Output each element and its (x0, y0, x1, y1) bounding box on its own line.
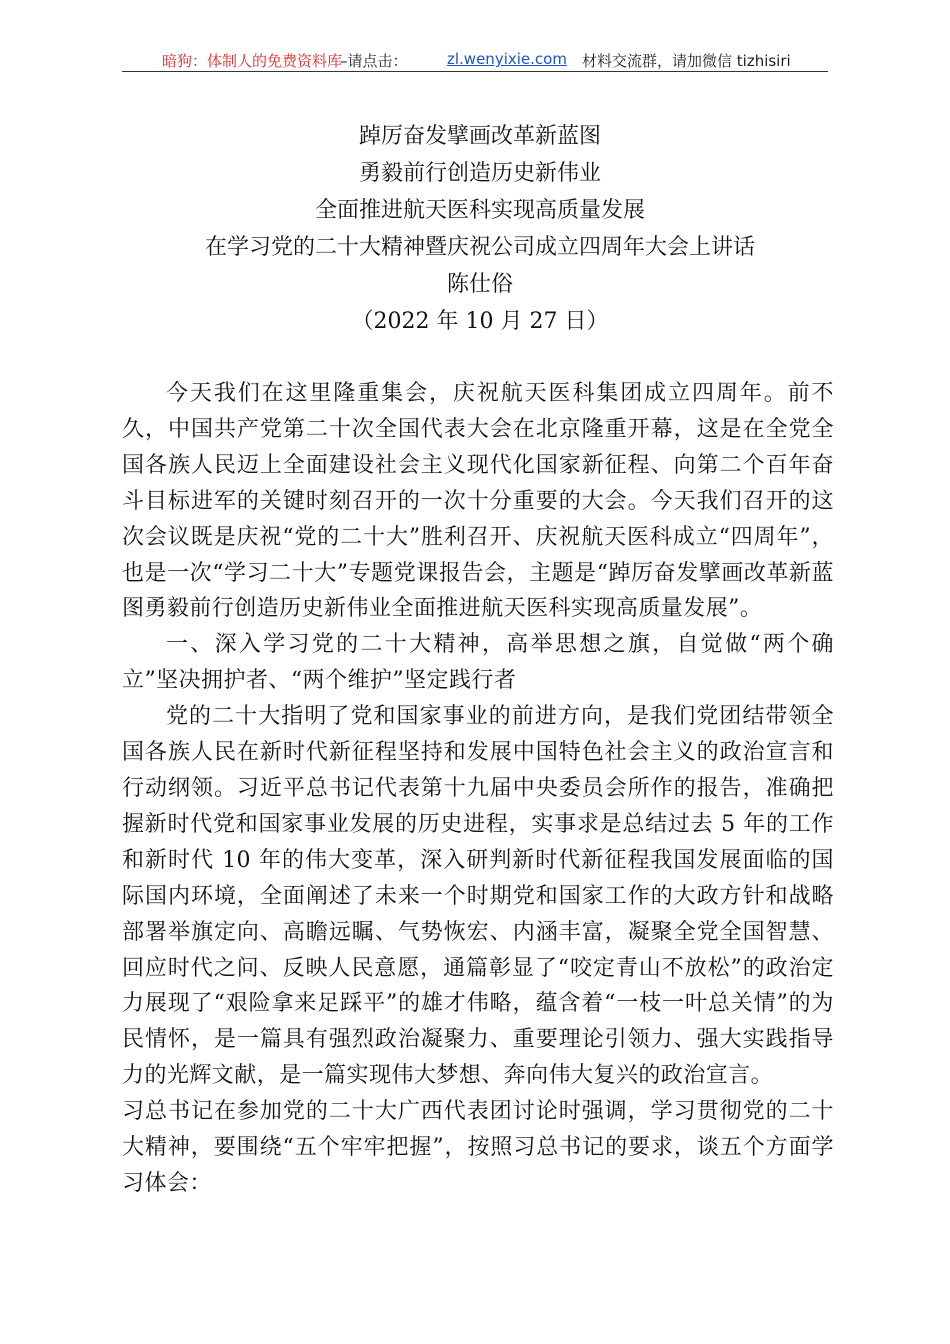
section-heading-1: 一、深入学习党的二十大精神，高举思想之旗，自觉做“两个确立”坚决拥护者、“两个维护”坚定践行者 (122, 632, 834, 694)
header-cta: –请点击： (340, 52, 408, 70)
header-brand: 暗狗：体制人的免费资料库 (162, 52, 343, 70)
header-divider (122, 71, 828, 72)
paragraph-2: 党的二十大指明了党和国家事业的前进方向，是我们党团结带领全国各族人民在新时代新征程坚持和发展中国特色社会主义的政治宣言和行动纲领。习近平总书记代表第十九届中央委员会所作的报告，准确把握新时代党和国家事业发展的历史进程，实事求是总结过去 5 年的工作和新时代 10 年的伟大变革，深入研判新时代新征程我国发展面临的国际国内环境，全面阐述了未来一个时期党和国家工作的大政方针和战略部署举旗定向、高瞻远瞩、气势恢宏、内涵丰富，凝聚全党全国智慧、回应时代之问、反映人民意愿，通篇彰显了“咬定青山不放松”的政治定力展现了“艰险拿来足踩平”的雄才伟略，蕴含着“一枝一叶总关情”的为民情怀，是一篇具有强烈政治凝聚力、重要理论引领力、强大实践指导力的光辉文献，是一篇实现伟大梦想、奔向伟大复兴的政治宣言。 (122, 704, 834, 1089)
header-link[interactable]: zl.wenyixie.com (447, 50, 567, 68)
paragraph-intro: 今天我们在这里隆重集会，庆祝航天医科集团成立四周年。前不久，中国共产党第二十次全国代表大会在北京隆重开幕，这是在全党全国各族人民迈上全面建设社会主义现代化国家新征程、向第二个百年奋斗目标进军的关键时刻召开的一次十分重要的大会。今天我们召开的这次会议既是庆祝“党的二十大”胜利召开、庆祝航天医科成立“四周年”，也是一次“学习二十大”专题党课报告会，主题是“踔厉奋发擘画改革新蓝图勇毅前行创造历史新伟业全面推进航天医科实现高质量发展”。 (122, 381, 834, 622)
title-line-3: 全面推进航天医科实现高质量发展 (314, 198, 645, 223)
document-body (122, 376, 834, 1202)
title-line-2: 勇毅前行创造历史新伟业 (358, 161, 601, 186)
page-header (122, 46, 828, 72)
speech-occasion: 在学习党的二十大精神暨庆祝公司成立四周年大会上讲话 (204, 235, 755, 260)
title-block (120, 118, 840, 340)
title-line-1: 踔厉奋发擘画改革新蓝图 (358, 124, 601, 149)
paragraph-3: 习总书记在参加党的二十大广西代表团讨论时强调，学习贯彻党的二十大精神，要围绕“五个牢牢把握”，按照习总书记的要求，谈五个方面学习体会： (122, 1099, 834, 1196)
speech-date: （2022 年 10 月 27 日） (351, 309, 609, 334)
header-contact: 材料交流群，请加微信 tizhisiri (582, 52, 791, 70)
author-name: 陈仕俗 (446, 272, 513, 297)
